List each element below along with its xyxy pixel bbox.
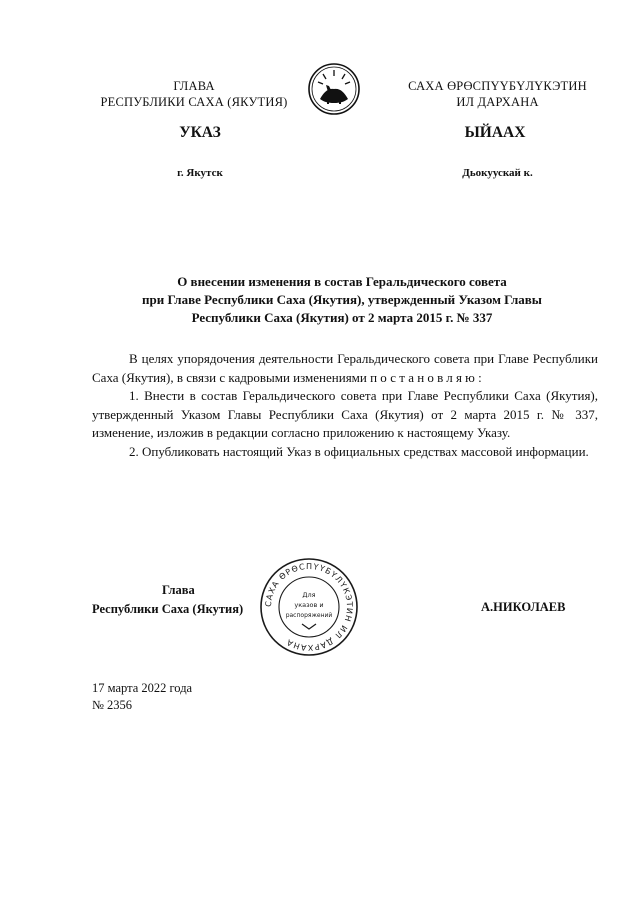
- decree-word: постановляю:: [370, 369, 485, 385]
- issuer-yakut-line-1: САХА ӨРӨСПҮҮБҮЛҮКЭТИН: [408, 79, 587, 93]
- seal-center-line-1: Для: [302, 591, 316, 599]
- document-title: [92, 273, 592, 327]
- official-seal-stamp: [258, 556, 360, 658]
- issuer-line-1: ГЛАВА: [173, 79, 215, 93]
- item-1: 1. Внести в состав Геральдического совета при Главе Республики Саха (Якутия), утвержденный Указом Главы Республики Саха (Якутия) от 2 марта 2015 г. № 337, изменение, изложив в редакции согласно приложению к настоящему Указу.: [92, 388, 598, 440]
- document-date: 17 марта 2022 года: [92, 681, 193, 695]
- preamble-paragraph: [92, 350, 598, 387]
- issuer-header-yakut: [395, 78, 600, 110]
- seal-center-line-3: распоряжений: [285, 612, 333, 619]
- doc-type-russian: УКАЗ: [179, 124, 221, 141]
- city-yakut: Дьокуускай к.: [462, 167, 533, 179]
- document-body: [92, 350, 598, 461]
- document-footer: [92, 680, 192, 714]
- issuer-yakut-line-2: ИЛ ДАРХАНА: [456, 95, 539, 109]
- signatory-title: [92, 581, 252, 619]
- title-line-2: при Главе Республики Саха (Якутия), утвержденный Указом Главы: [142, 292, 542, 307]
- issuer-header-russian: [80, 78, 308, 110]
- signatory-title-line-2: Республики Саха (Якутия): [92, 602, 244, 616]
- seal-center-line-2: указов и: [294, 601, 324, 609]
- item-2: 2. Опубликовать настоящий Указ в официальных средствах массовой информации.: [129, 443, 589, 459]
- preamble-text: В целях упорядочения деятельности Геральдического совета при Главе Республики Саха (Якутия), в связи с кадровыми изменениями: [92, 351, 598, 385]
- title-line-3: Республики Саха (Якутия) от 2 марта 2015 г. № 337: [191, 310, 493, 325]
- city-russian: г. Якутск: [177, 167, 223, 179]
- title-line-1: О внесении изменения в состав Геральдического совета: [177, 274, 507, 289]
- doc-type-yakut: ЫЙААХ: [464, 124, 526, 141]
- signatory-name: А.НИКОЛАЕВ: [481, 600, 566, 614]
- issuer-line-2: РЕСПУБЛИКИ САХА (ЯКУТИЯ): [100, 95, 288, 109]
- signatory-title-line-1: Глава: [162, 583, 195, 597]
- seal-ring-text: САХА ӨРӨСПҮҮБҮЛҮКЭТИН ИЛ ДАРХАНА: [263, 561, 355, 653]
- document-number: № 2356: [92, 698, 133, 712]
- republic-emblem-icon: [307, 62, 361, 116]
